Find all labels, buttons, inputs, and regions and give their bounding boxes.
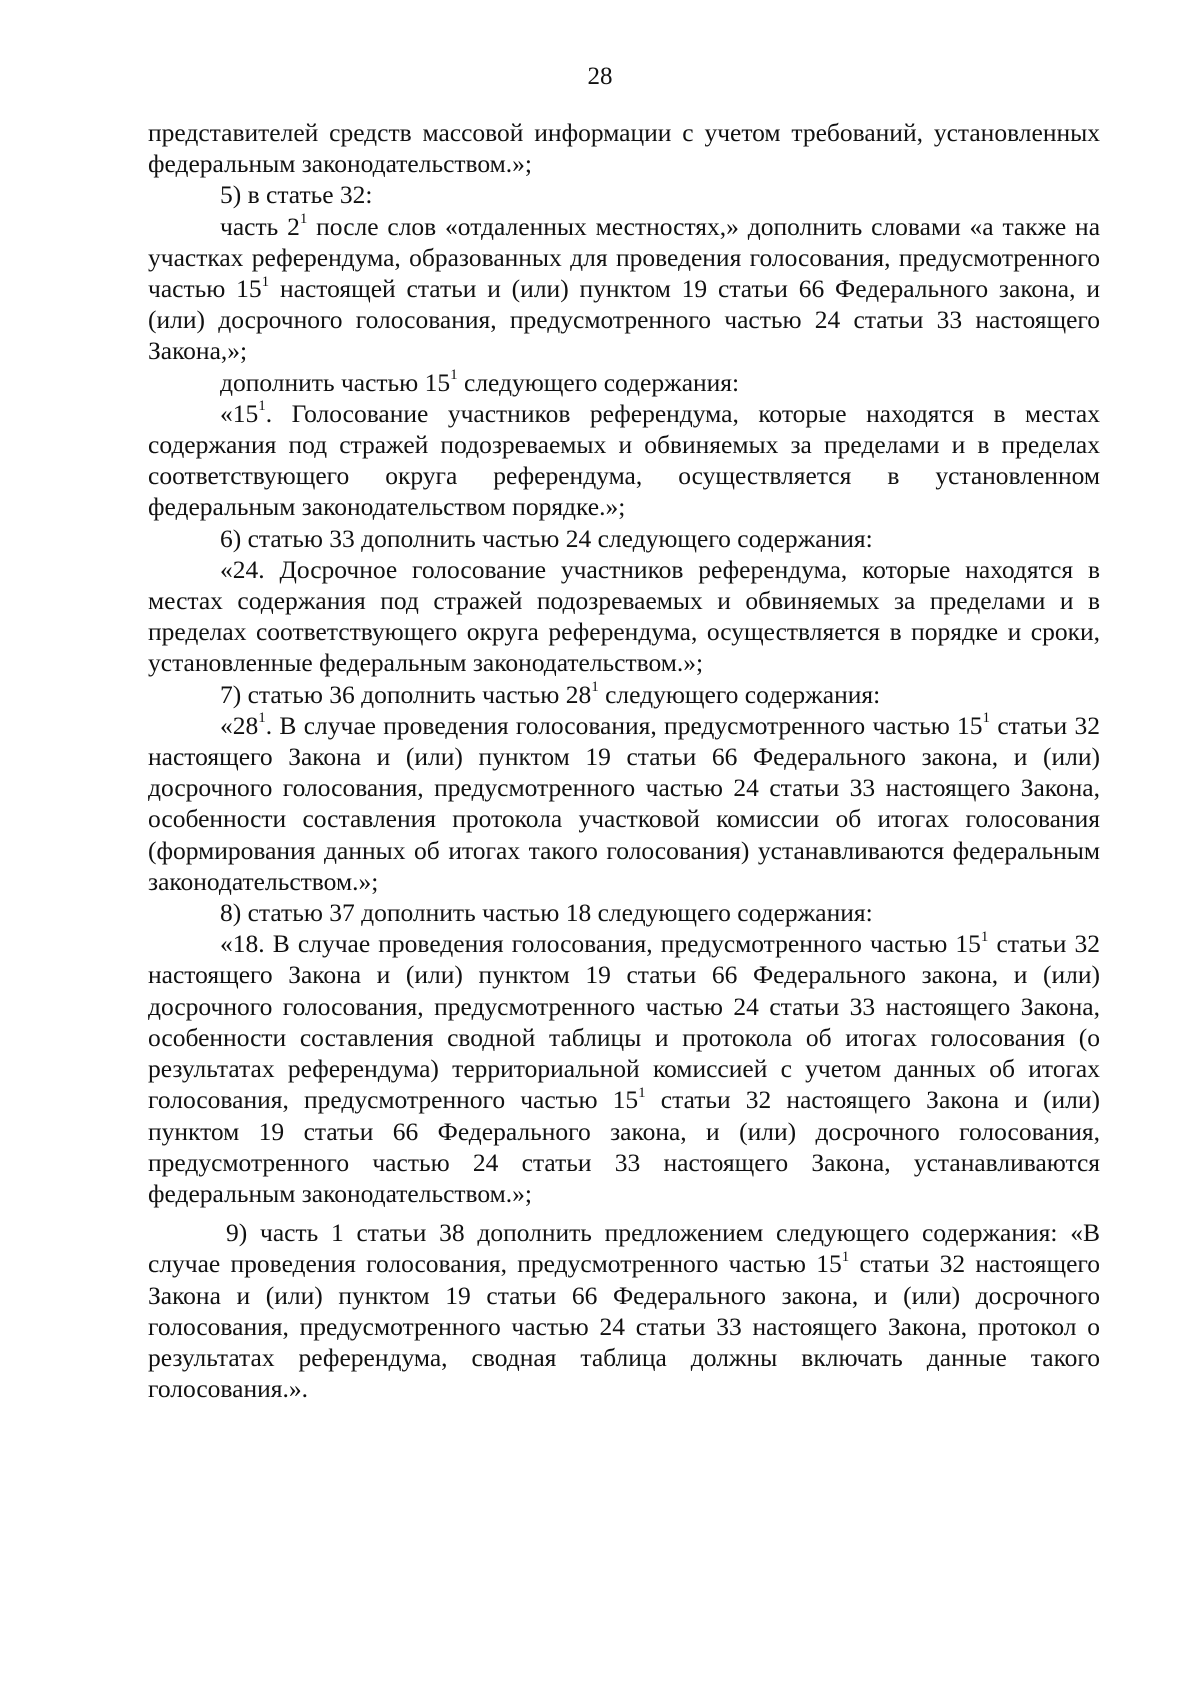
- paragraph-quote-28-1: «$28^1$. В случае проведения голосования, предусмотренного частью $15^1$ статьи 32 настоящего Закона и (или) пунктом 19 статьи 66 Федерального закона, и (или) досрочного голосования, предусмотренного частью 24 статьи 33 настоящего Закона, особенности составления протокола участковой комиссии об итогах голосования (формирования данных об итогах такого голосования) устанавливаются федеральным законодательством.»;: [148, 710, 1100, 896]
- superscript: 1: [841, 1248, 850, 1265]
- superscript: 1: [980, 928, 989, 945]
- paragraph-item-7: 7) статью 36 дополнить частью $28^1$ следующего содержания:: [220, 679, 881, 709]
- paragraph-continuation: представителей средств массовой информации с учетом требований, установленных федеральным законодательством.»;: [148, 118, 1100, 179]
- paragraph-quote-24: «24. Досрочное голосование участников референдума, которые находятся в местах содержания под стражей подозреваемых и обвиняемых за пределами и в пределах соответствующего округа референдума, осуществляется в порядке и сроки, установленные федеральным законодательством.»;: [148, 554, 1100, 678]
- superscript: 1: [261, 273, 270, 290]
- paragraph-item-9: 9) часть 1 статьи 38 дополнить предложением следующего содержания: «В случае проведения голосования, предусмотренного частью $15^1$ статьи 32 настоящего Закона и (или) пунктом 19 статьи 66 Федерального закона, и (или) досрочного голосования, предусмотренного частью 24 статьи 33 настоящего Закона, протокол о результатах референдума, сводная таблица должны включать данные такого голосования.».: [148, 1218, 1100, 1404]
- superscript: 1: [450, 367, 458, 384]
- paragraph-item-6: 6) статью 33 дополнить частью 24 следующего содержания:: [220, 523, 873, 553]
- paragraph-add-part-15-1: дополнить частью $15^1$ следующего содержания:: [220, 367, 740, 397]
- superscript: 1: [591, 679, 599, 696]
- document-body: [148, 117, 1100, 1404]
- superscript: 1: [982, 710, 991, 727]
- paragraph-item-8: 8) статью 37 дополнить частью 18 следующего содержания:: [220, 898, 873, 928]
- paragraph-part-2-1: часть $2^1$ после слов «отдаленных местностях,» дополнить словами «а также на участках референдума, образованных для проведения голосования, предусмотренного частью $15^1$ настоящей статьи и (или) пунктом 19 статьи 66 Федерального закона, и (или) досрочного голосования, предусмотренного частью 24 статьи 33 настоящего Закона,»;: [148, 211, 1101, 366]
- superscript: 1: [299, 211, 308, 228]
- superscript: 1: [258, 398, 266, 415]
- superscript: 1: [638, 1084, 646, 1101]
- paragraph-quote-18: «18. В случае проведения голосования, предусмотренного частью $15^1$ статьи 32 настоящего Закона и (или) пунктом 19 статьи 66 Федерального закона, и (или) досрочного голосования, предусмотренного частью 24 статьи 33 настоящего Закона, особенности составления сводной таблицы и протокола об итогах голосования (о результатах референдума) территориальной комиссией с учетом данных об итогах голосования, предусмотренного частью $15^1$ статьи 32 настоящего Закона и (или) пунктом 19 статьи 66 Федерального закона, и (или) досрочного голосования, предусмотренного частью 24 статьи 33 настоящего Закона, устанавливаются федеральным законодательством.»;: [148, 928, 1101, 1208]
- paragraph-quote-15-1: «$15^1$. Голосование участников референдума, которые находятся в местах содержания под стражей подозреваемых и обвиняемых за пределами и в пределах соответствующего округа референдума, осуществляется в установленном федеральным законодательством порядке.»;: [148, 398, 1100, 522]
- page-number: 28: [587, 63, 613, 90]
- superscript: 1: [258, 710, 266, 727]
- paragraph-item-5: 5) в статье 32:: [220, 180, 373, 210]
